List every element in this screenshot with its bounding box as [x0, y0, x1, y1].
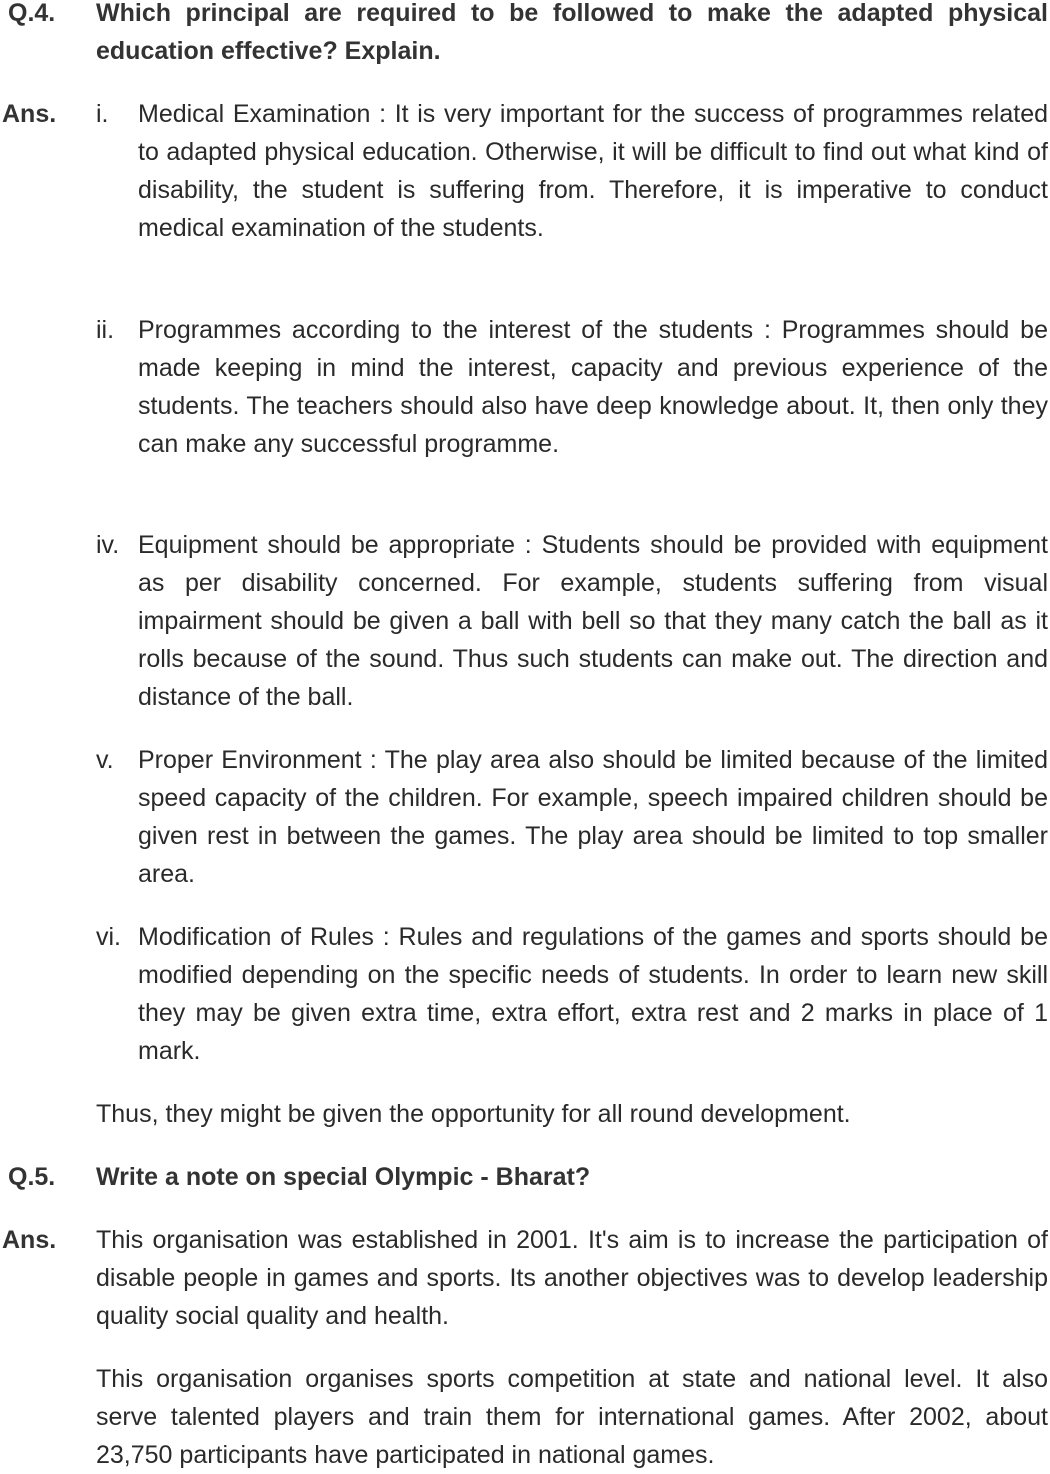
list-item-text: Proper Environment : The play area also should be limited because of the limited speed capacity of the children. For example, speech impaired children should be given rest in between the games. The play area should be limited to top smaller area. — [138, 746, 1048, 888]
list-marker: v. — [96, 746, 114, 774]
list-item-text: Programmes according to the interest of the students : Programmes should be made keeping in mind the interest, capacity and previous experience of the students. The teachers should also have deep knowledge about. It, then only they can make any successful programme. — [138, 316, 1048, 458]
list-marker: vi. — [96, 923, 121, 951]
question-number: Q.5. — [8, 1163, 56, 1191]
conclusion-text: Thus, they might be given the opportunity for all round development. — [96, 1100, 851, 1128]
answer-paragraph: This organisation was established in 2001. It's aim is to increase the participation of disable people in games and sports. Its another objectives was to develop leadership quality social quality and health. — [96, 1226, 1048, 1330]
list-item-text: Equipment should be appropriate : Students should be provided with equipment as per disability concerned. For example, students suffering from visual impairment should be given a ball with bell so that they many catch the ball as it rolls because of the sound. Thus such students can make out. The direction and distance of the ball. — [138, 531, 1048, 711]
list-marker: i. — [96, 100, 109, 128]
answer-label: Ans. — [2, 100, 57, 128]
question-text: Which principal are required to be followed to make the adapted physical education effective? Explain. — [96, 0, 1048, 65]
answer-paragraph: This organisation organises sports competition at state and national level. It also serve talented players and train them for international games. After 2002, about 23,750 participants have participated in national games. — [96, 1365, 1048, 1469]
list-item-text: Medical Examination : It is very important for the success of programmes related to adapted physical education. Otherwise, it will be difficult to find out what kind of disability, the student is suffering from. Therefore, it is imperative to conduct medical examination of the students. — [138, 100, 1048, 242]
question-text: Write a note on special Olympic - Bharat? — [96, 1163, 591, 1191]
answer-label: Ans. — [2, 1226, 57, 1254]
list-item-text: Modification of Rules : Rules and regulations of the games and sports should be modified depending on the specific needs of students. In order to learn new skill they may be given extra time, extra effort, extra rest and 2 marks in place of 1 mark. — [138, 923, 1048, 1065]
list-marker: iv. — [96, 531, 120, 559]
question-number: Q.4. — [8, 0, 56, 27]
list-marker: ii. — [96, 316, 115, 344]
